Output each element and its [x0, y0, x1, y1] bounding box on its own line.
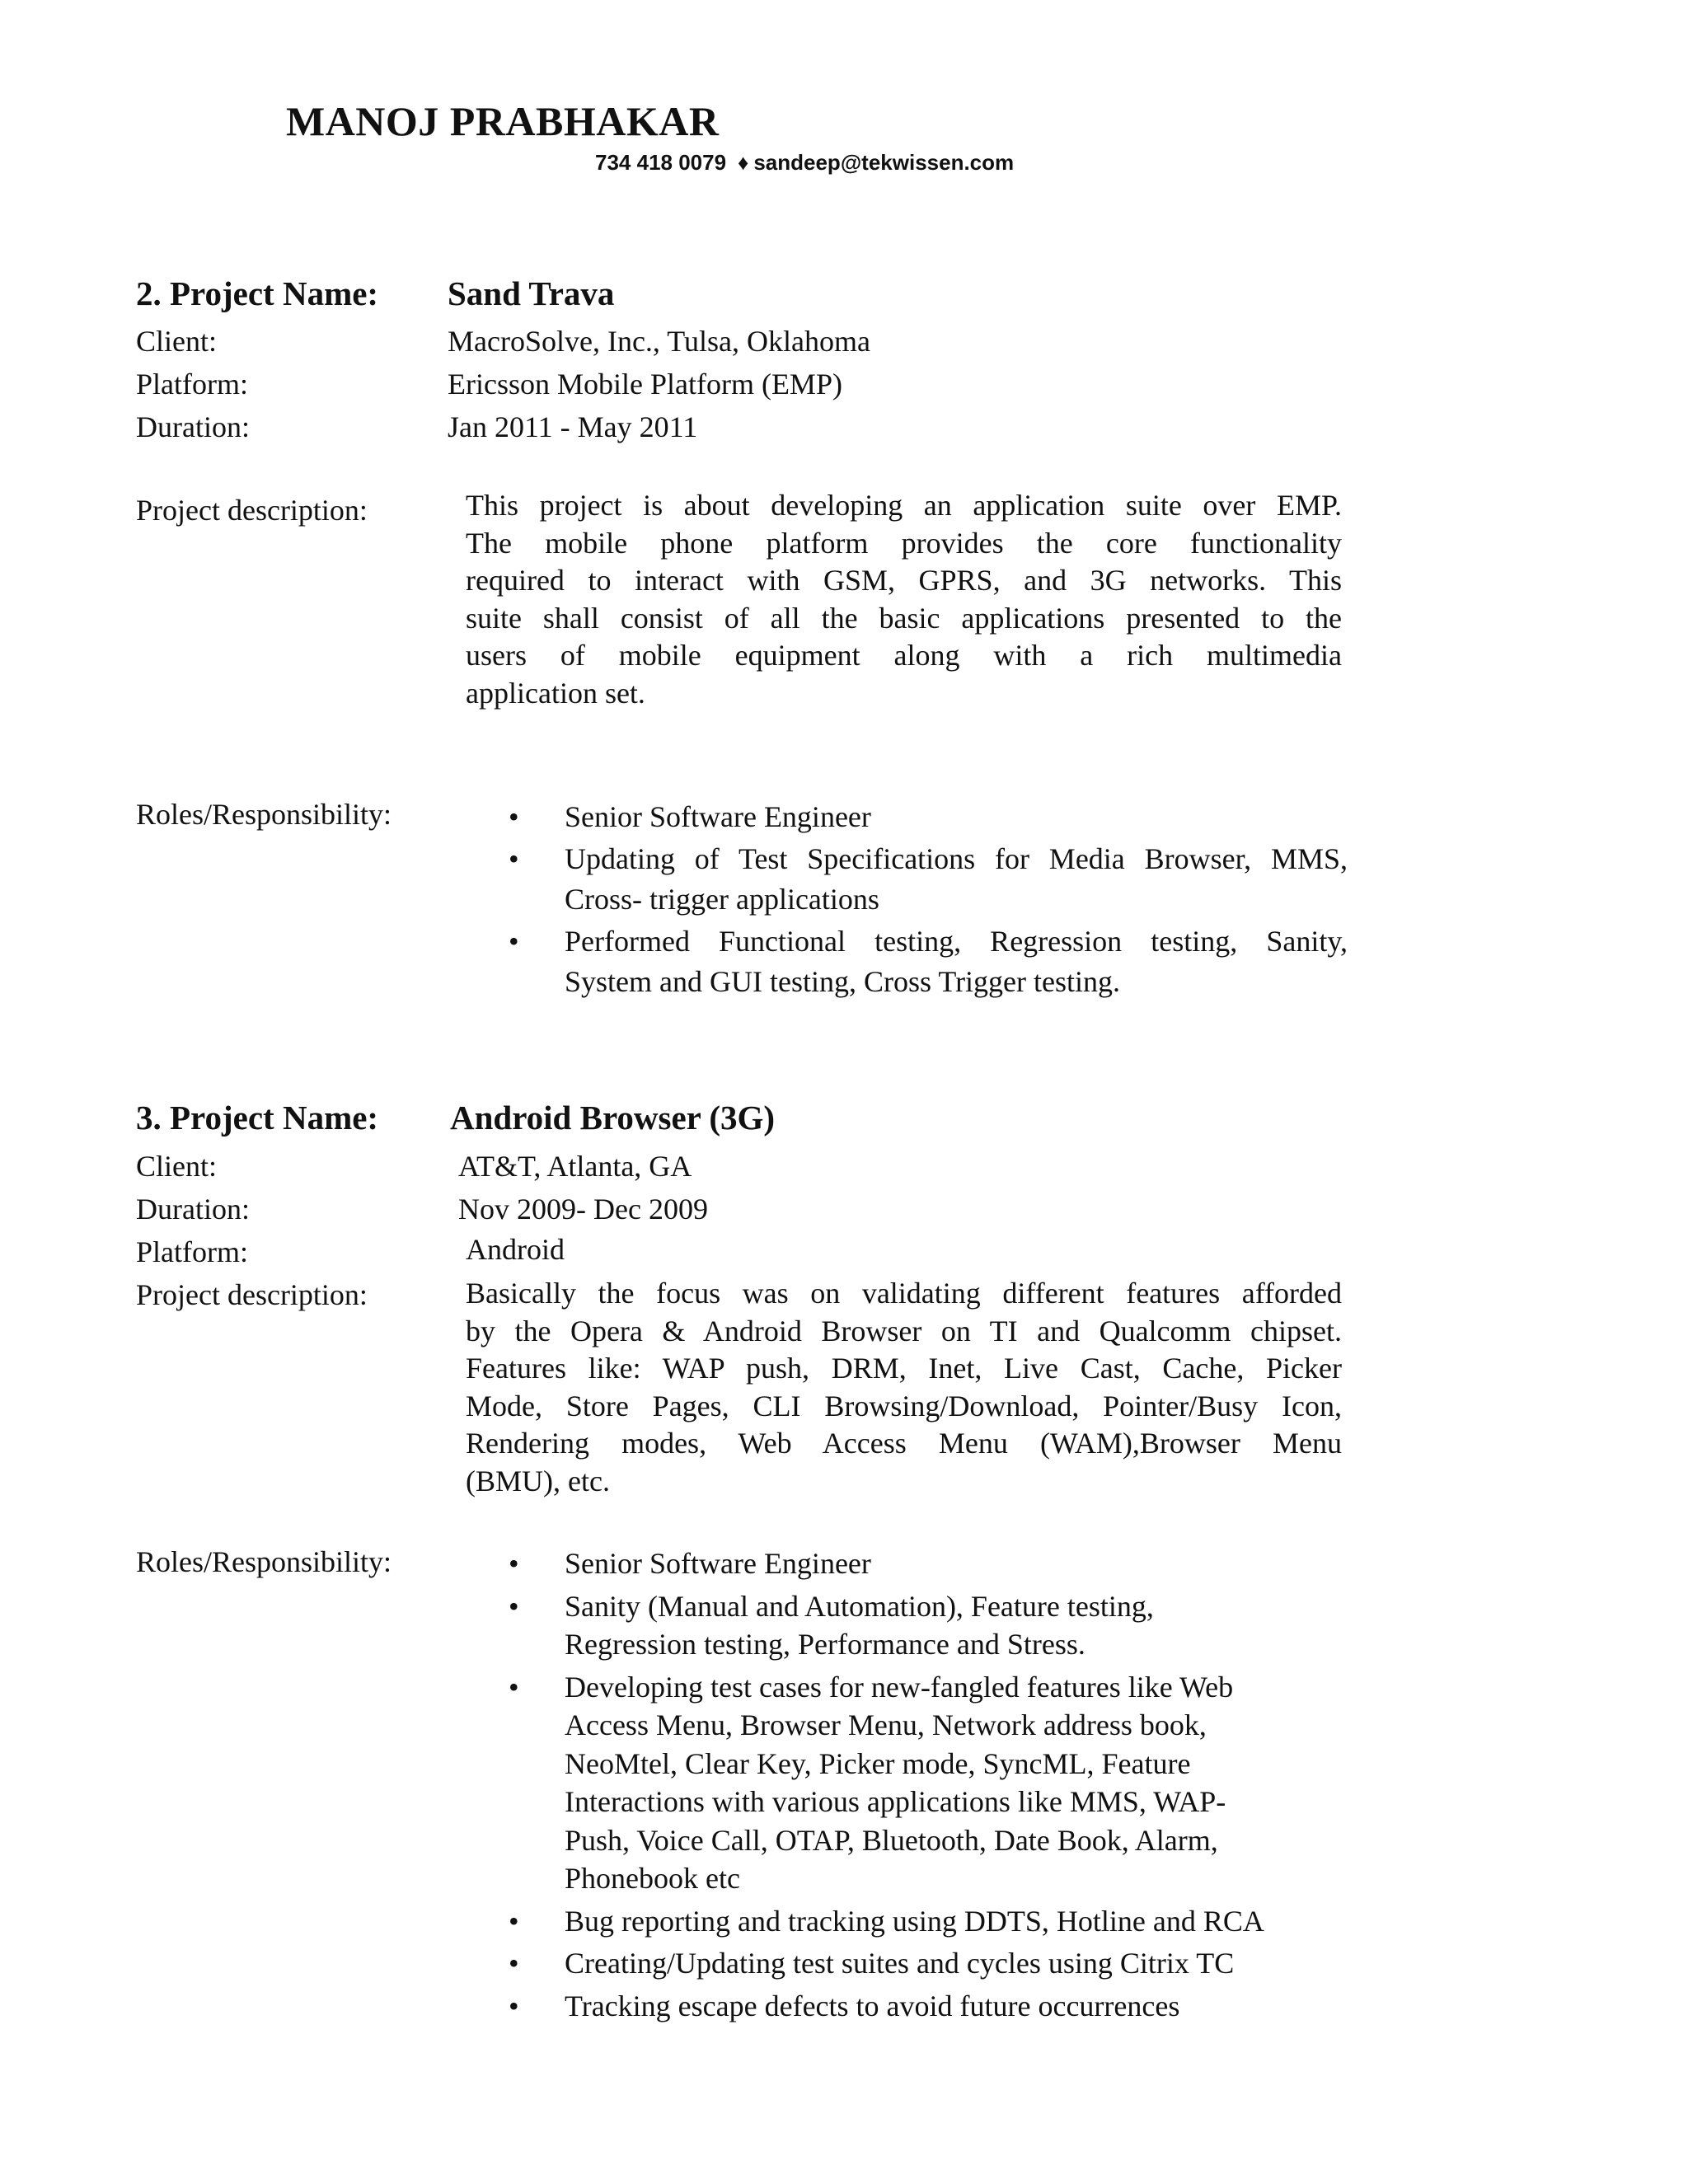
role-line: Performed Functional testing, Regression testing, Sanity,: [565, 925, 1348, 958]
description-line: by the Opera & Android Browser on TI and Qualcomm chipset.: [466, 1314, 1342, 1347]
project-2-client-value: MacroSolve, Inc., Tulsa, Oklahoma: [448, 325, 870, 358]
description-line: Basically the focus was on validating different features afforded: [466, 1277, 1342, 1310]
list-item: [466, 797, 1348, 837]
role-line: Interactions with various applications like MMS, WAP-: [565, 1785, 1226, 1818]
description-line: (BMU), etc.: [466, 1464, 610, 1497]
project-3-duration-value: Nov 2009- Dec 2009: [458, 1193, 708, 1226]
role-line: Senior Software Engineer: [565, 1547, 871, 1580]
list-item: [466, 1902, 1348, 1941]
contact-line: [595, 150, 1014, 176]
bullet-icon: •: [509, 1670, 519, 1704]
project-2-title: Sand Trava: [448, 274, 615, 312]
role-line: Push, Voice Call, OTAP, Bluetooth, Date Book, Alarm,: [565, 1823, 1218, 1857]
project-2-platform-label: Platform:: [136, 368, 248, 401]
project-2-platform-value: Ericsson Mobile Platform (EMP): [448, 368, 842, 401]
project-3-title: Android Browser (3G): [450, 1099, 776, 1137]
list-item: [466, 1944, 1348, 1983]
description-line: This project is about developing an application suite over EMP.: [466, 489, 1342, 522]
description-line: Mode, Store Pages, CLI Browsing/Download, Pointer/Busy Icon,: [466, 1389, 1342, 1422]
description-line: Features like: WAP push, DRM, Inet, Live Cast, Cache, Picker: [466, 1352, 1342, 1385]
project-3-platform-value: Android: [466, 1233, 565, 1266]
bullet-icon: •: [509, 842, 519, 875]
project-3-description-label: Project description:: [136, 1278, 368, 1311]
project-3-client-value: AT&T, Atlanta, GA: [458, 1150, 692, 1183]
project-3-roles-label: Roles/Responsibility:: [136, 1545, 392, 1578]
bullet-icon: •: [509, 800, 519, 833]
description-line: The mobile phone platform provides the core functionality: [466, 526, 1342, 560]
project-2-roles-label: Roles/Responsibility:: [136, 798, 392, 831]
role-line: System and GUI testing, Cross Trigger testing.: [565, 965, 1121, 998]
list-item: [466, 1668, 1348, 1898]
project-2-roles-list: [466, 797, 1348, 1002]
role-line: NeoMtel, Clear Key, Picker mode, SyncML, Feature: [565, 1746, 1191, 1780]
list-item: [466, 1587, 1348, 1664]
bullet-icon: •: [509, 1989, 519, 2022]
email-address: sandeep@tekwissen.com: [753, 150, 1015, 175]
role-line: Bug reporting and tracking using DDTS, Hotline and RCA: [565, 1904, 1264, 1938]
project-2-client-label: Client:: [136, 325, 217, 358]
project-2-title-label: 2. Project Name:: [136, 274, 379, 312]
role-line: Cross- trigger applications: [565, 883, 879, 916]
description-line: users of mobile equipment along with a rich multimedia: [466, 639, 1342, 672]
project-3-title-label: 3. Project Name:: [136, 1099, 379, 1137]
project-2-duration-value: Jan 2011 - May 2011: [448, 410, 698, 443]
role-line: Tracking escape defects to avoid future occurrences: [565, 1989, 1180, 2022]
bullet-icon: •: [509, 1904, 519, 1938]
project-2-duration-label: Duration:: [136, 410, 250, 443]
role-line: Phonebook etc: [565, 1862, 740, 1895]
role-line: Updating of Test Specifications for Media Browser, MMS,: [565, 842, 1348, 875]
role-line: Sanity (Manual and Automation), Feature testing,: [565, 1589, 1154, 1623]
project-2-description: [466, 487, 1342, 712]
phone-number: 734 418 0079: [595, 150, 727, 175]
diamond-separator-icon: ♦: [738, 150, 749, 175]
list-item: [466, 1987, 1348, 2026]
project-3-description: [466, 1275, 1342, 1500]
bullet-icon: •: [509, 1589, 519, 1623]
role-line: Creating/Updating test suites and cycles using Citrix TC: [565, 1947, 1235, 1980]
list-item: [466, 921, 1348, 1002]
project-3-roles-list: [466, 1544, 1348, 2025]
role-line: Regression testing, Performance and Stress.: [565, 1628, 1085, 1661]
project-3-platform-label: Platform:: [136, 1235, 248, 1268]
bullet-icon: •: [509, 925, 519, 958]
list-item: [466, 839, 1348, 920]
project-3-client-label: Client:: [136, 1150, 217, 1183]
description-line: required to interact with GSM, GPRS, and 3G networks. This: [466, 564, 1342, 597]
description-line: suite shall consist of all the basic applications presented to the: [466, 601, 1342, 635]
bullet-icon: •: [509, 1547, 519, 1580]
role-line: Senior Software Engineer: [565, 800, 871, 833]
bullet-icon: •: [509, 1947, 519, 1980]
project-2-description-label: Project description:: [136, 494, 368, 527]
description-line: application set.: [466, 676, 645, 710]
resume-name: MANOJ PRABHAKAR: [286, 98, 720, 144]
role-line: Access Menu, Browser Menu, Network address book,: [565, 1708, 1207, 1741]
list-item: [466, 1544, 1348, 1583]
project-3-duration-label: Duration:: [136, 1193, 250, 1226]
description-line: Rendering modes, Web Access Menu (WAM),Browser Menu: [466, 1427, 1342, 1460]
role-line: Developing test cases for new-fangled features like Web: [565, 1670, 1234, 1704]
